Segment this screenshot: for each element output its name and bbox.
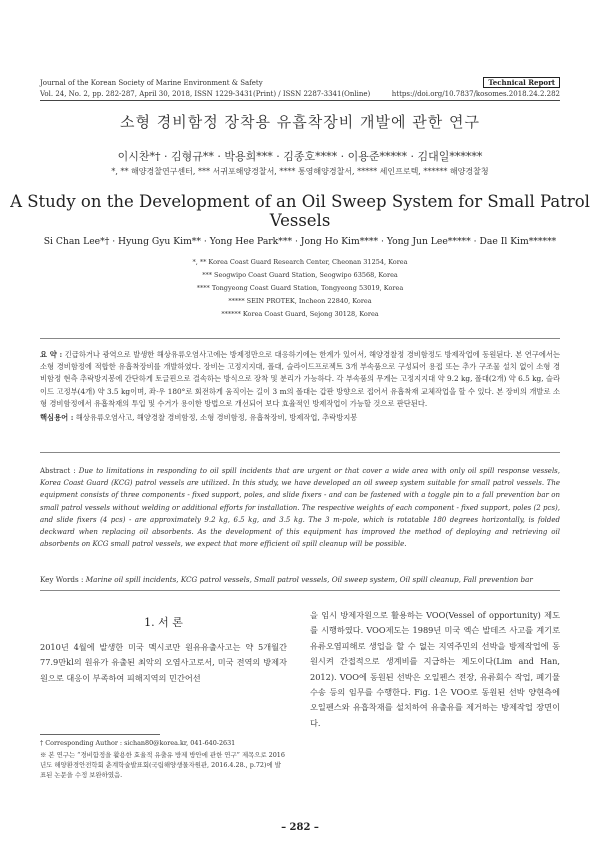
affiliation-line: ***** SEIN PROTEK, Incheon 22840, Korea [228,297,372,305]
english-title: A Study on the Development of an Oil Sweep System for Small Patrol Vessels [10,192,590,230]
affiliation-line: *** Seogwipo Coast Guard Station, Seogwipo 63568, Korea [202,271,398,279]
korean-keywords-label: 핵심용어 : [40,413,74,422]
corresponding-author-note: † Corresponding Author : sichan80@korea.kr, 041-640-2631 [40,739,236,747]
english-abstract-text: Due to limitations in responding to oil spill incidents that are urgent or that cover a wide area with only oil spill response vessels, Korea Coast Guard (KCG) patrol vessels are utilized. In this study, we have developed an oil sweep system suitable for small patrol vessels. The equipment consists of three components - fixed support, poles, and slide fixers - and can be fastened with a toggle pin to a fall prevention bar on small patrol vessels without welding or additional efforts for installation. The respective weights of each component - fixed support, poles (2 pcs), and slide fixers (4 pcs) - are approximately 9.2 kg, 6.5 kg, and 3.5 kg. The 3 m-pole, which is rotatable 180 degrees horizontally, is folded deckward when replacing oil absorbents. As the development of this equipment has improved the method of deploying and retrieving oil absorbents on KCG small patrol vessels, we expect that more efficient oil spill cleanup will be possible. [40,467,560,549]
affiliation-line: ****** Korea Coast Guard, Sejong 30128, Korea [221,310,379,318]
korean-authors: 이시찬*† · 김형규** · 박용희*** · 김종호**** · 이용준***** · 김대일****** [117,150,483,163]
abstract-divider [40,452,560,453]
section-heading: 1. 서 론 [144,616,183,629]
korean-abstract [40,349,560,410]
report-type-badge: Technical Report [483,77,560,88]
english-authors: Si Chan Lee*† · Hyung Gyu Kim** · Yong Hee Park*** · Jong Ho Kim**** · Yong Jun Lee***** · Dae Il Kim****** [43,236,557,247]
korean-abstract-label: 요 약 : [40,350,63,359]
english-abstract-label: Abstract : [40,467,76,475]
abstract-divider [40,338,560,339]
page-number: – 282 – [281,822,319,833]
doi-link[interactable]: https://doi.org/10.7837/kosomes.2018.24.2.282 [391,90,560,98]
english-abstract [40,465,560,550]
abstract-divider [40,590,560,591]
english-keywords [40,575,560,584]
footnote-divider [40,734,160,735]
affiliation-line: **** Tongyeong Coast Guard Station, Tongyeong 53019, Korea [196,284,404,292]
research-note: ※ 본 연구는 “경비함정을 활용한 효율적 유출유 방제 방안에 관한 연구” 제목으로 2016년도 해양환경안전학회 춘계학술발표회(국립해양생물자원관, 2016.4.28., p.72)에 발표된 논문을 수정 보완하였음. [40,751,285,779]
header-divider [40,100,560,101]
english-keywords-text: Marine oil spill incidents, KCG patrol vessels, Small patrol vessels, Oil sweep system, Oil spill cleanup, Fall prevention bar [85,575,533,584]
journal-name: Journal of the Korean Society of Marine Environment & Safety [40,79,263,87]
journal-volume-info: Vol. 24, No. 2, pp. 282-287, April 30, 2018, ISSN 1229-3431(Print) / ISSN 2287-3341(Online) [40,90,371,98]
korean-keywords [40,413,560,423]
affiliation-line: *, ** Korea Coast Guard Research Center, Cheonan 31254, Korea [192,258,408,266]
korean-title: 소형 경비함정 장착용 유흡착장비 개발에 관한 연구 [120,113,480,131]
body-text-left: 2010년 4월에 발생한 미국 멕시코만 원유유출사고는 약 5개월간 77.9만kl의 원유가 유출된 최악의 오염사고로서, 미국 전역의 방제자원으로 대응이 부족하여 피해지역의 민간어선 [40,642,287,683]
body-text-right: 을 임시 방제자원으로 활용하는 VOO(Vessel of opportunity) 제도를 시행하였다. VOO제도는 1989년 미국 엑슨 발데즈 사고를 계기로 유류오염피해로 생업을 할 수 없는 지역주민의 선박을 방제작업에 동원시켜 간접적으로 생계비를 지급하는 제도이다(Lim and Han, 2012). VOO에 동원된 선박은 오일펜스 전장, 유류회수 작업, 폐기물 수송 등의 임무를 수행한다. Fig. 1은 VOO로 동원된 선박 양현측에 오일펜스와 유흡착재를 설치하여 유출유를 제거하는 방제작업 장면이다. [310,610,560,728]
english-keywords-label: Key Words : [40,575,84,584]
korean-keywords-text: 해상유류오염사고, 해양경찰 경비함정, 소형 경비함정, 유흡착장비, 방제작업, 추락방지봉 [75,413,358,422]
korean-abstract-text: 긴급하거나 광역으로 발생한 해상유류오염사고에는 방제정만으로 대응하기에는 한계가 있어서, 해양경찰정 경비함정도 방제작업에 동원된다. 본 연구에서는 소형 경비함정에 적합한 유흡착장비를 개발하였다. 장비는 고정지지대, 폴대, 슬라이드프로젝트 3개 부속품으로 구성되어 용접 또는 추가 구조물 설치 없이 소형 경비함정 현측 추락방지봉에 간단하게 토글핀으로 결속하는 방식으로 장착 및 분리가 가능하다. 각 부속품의 무게는 고정지지대 약 9.2 kg, 폴대(2개) 약 6.5 kg, 슬라이드 고정부(4개) 약 3.5 kg이며, 좌·우 180°로 회전하게 움직이는 길이 3 m의 폴대는 갑판 방향으로 접어서 유흡착재 교체작업을 할 수 있다. 본 장비의 개발로 소형 경비함정에서 유흡착재의 투입 및 수거가 용이한 방법으로 개선되어 보다 효율적인 방제작업이 가능할 것으로 판단된다. [40,350,560,408]
korean-affiliations: *, ** 해양경찰연구센터, *** 서귀포해양경찰서, **** 통영해양경찰서, ***** 세인프로텍, ****** 해양경찰청 [111,167,489,176]
